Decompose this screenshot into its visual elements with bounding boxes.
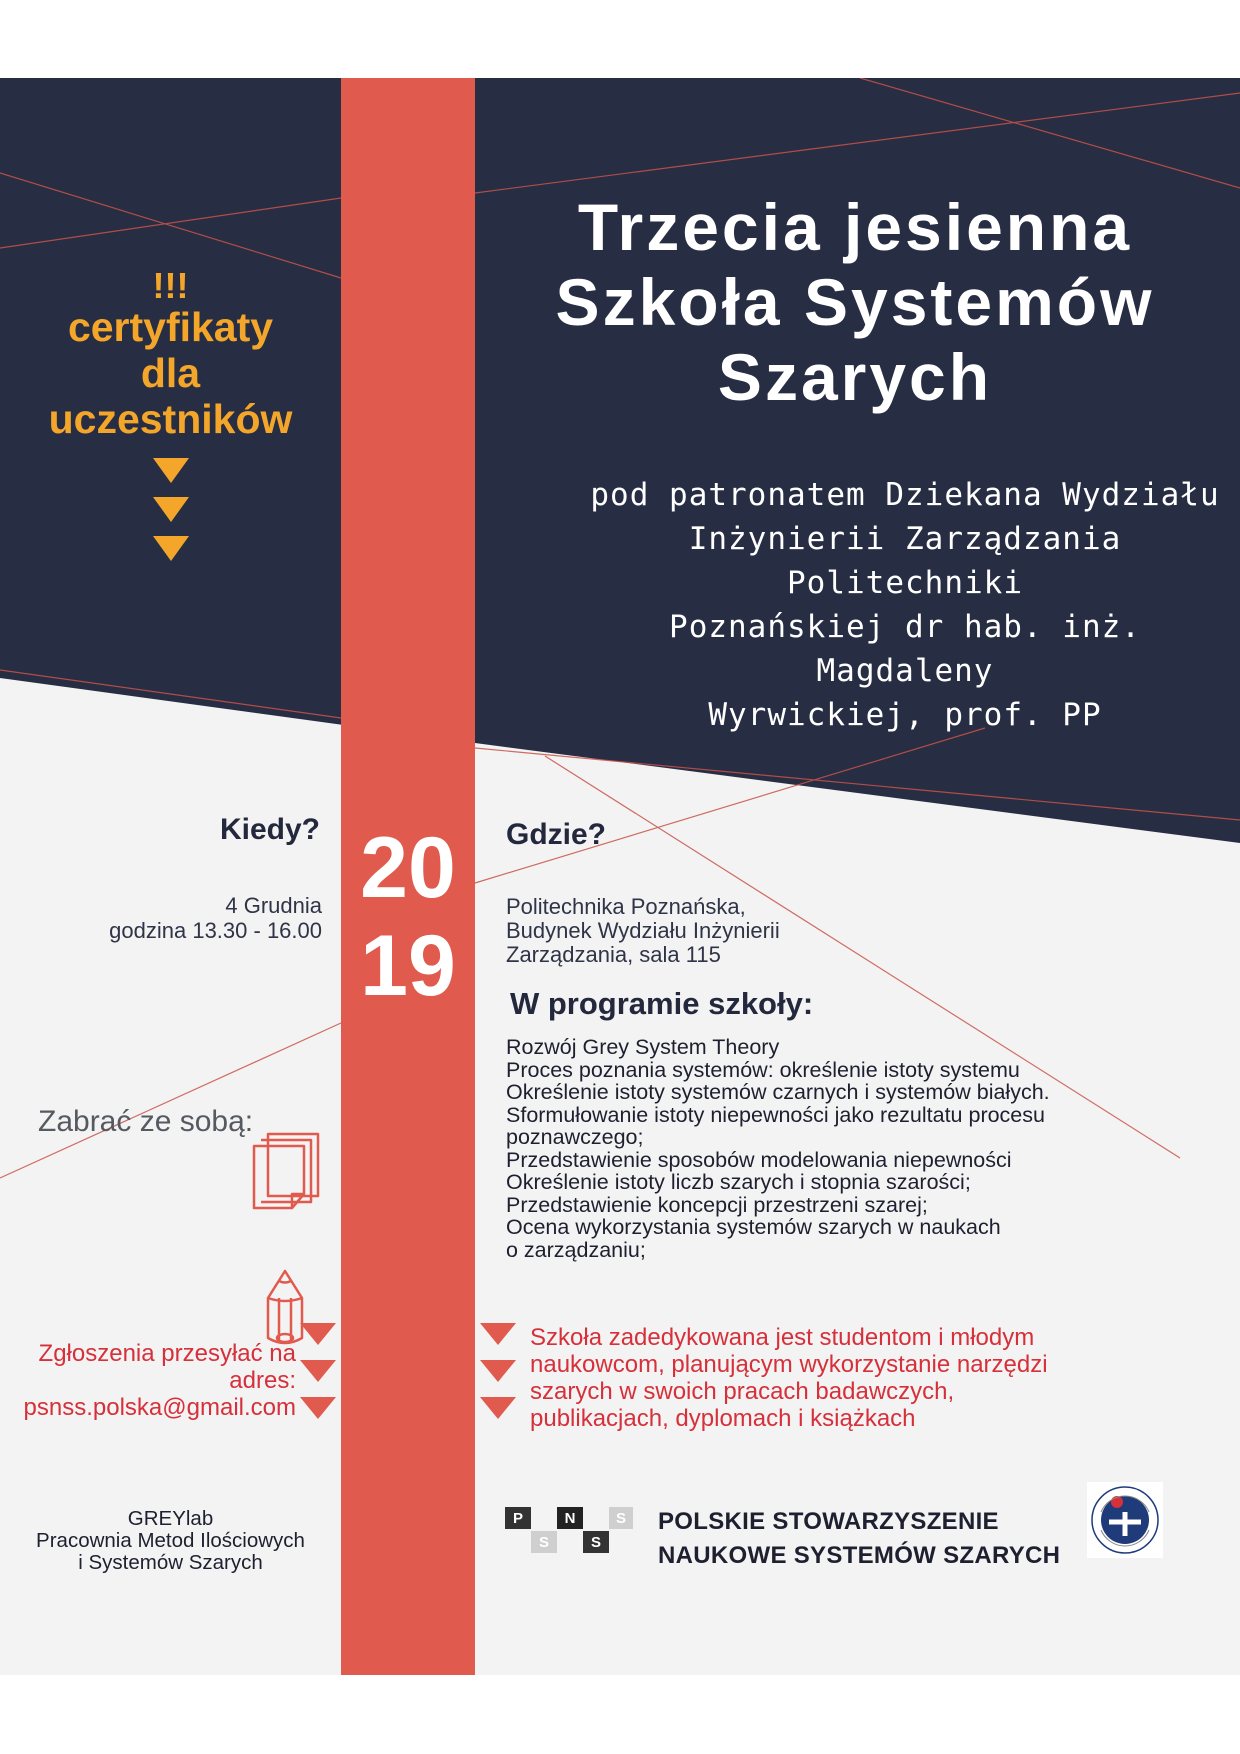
year-top: 20 (360, 820, 456, 916)
program-item: poznawczego; (506, 1125, 644, 1149)
down-triangle-icon (480, 1323, 516, 1345)
program-item: Sformułowanie istoty niepewności jako rezultatu procesu (506, 1102, 1045, 1127)
psnss-letter: N (564, 1510, 576, 1527)
registration-line-1: Zgłoszenia przesyłać na (38, 1340, 296, 1367)
program-item: Proces poznania systemów: określenie istoty systemu (506, 1057, 1020, 1082)
down-triangle-icon (300, 1360, 336, 1382)
when-heading: Kiedy? (219, 813, 320, 846)
certificate-line-1: certyfikaty (67, 304, 274, 350)
program-item: Określenie istoty systemów czarnych i systemów białych. (506, 1080, 1050, 1104)
program-item: Rozwój Grey System Theory (506, 1035, 780, 1059)
program-item: Przedstawienie koncepcji przestrzeni szarej; (506, 1192, 928, 1217)
when-details (40, 893, 322, 943)
politechnika-logo (1087, 1482, 1163, 1558)
dedication-line-2: naukowcom, planującym wykorzystanie narzędzi (530, 1351, 1048, 1378)
registration-email[interactable]: psnss.polska@gmail.com (23, 1394, 296, 1421)
title-line-2: Szkoła Systemów (555, 265, 1155, 339)
documents-icon (248, 1130, 324, 1212)
psnss-letter: S (615, 1510, 627, 1527)
down-triangle-icon (153, 536, 189, 561)
subtitle-line-3: Poznańskiej dr hab. inż. Magdaleny (669, 609, 1141, 689)
greylab-line-3: i Systemów Szarych (78, 1551, 263, 1574)
psnss-letter: P (512, 1510, 524, 1527)
certificate-line-2: dla (140, 350, 201, 396)
bring-label: Zabrać ze sobą: (38, 1105, 254, 1138)
certificate-line-3: uczestników (48, 396, 293, 442)
event-date: 4 Grudnia (225, 893, 322, 918)
down-triangle-icon (153, 497, 189, 522)
location-line-2: Budynek Wydziału Inżynierii (506, 918, 780, 943)
title-line-3: Szarych (717, 340, 993, 414)
down-triangle-icon (153, 458, 189, 483)
registration-note (10, 1340, 296, 1421)
where-details (506, 895, 906, 967)
certificate-note (0, 265, 341, 575)
psnss-logo (505, 1507, 633, 1553)
greylab-line-2: Pracownia Metod Ilościowych (36, 1529, 305, 1552)
subtitle-line-2: Inżynierii Zarządzania Politechniki (688, 521, 1122, 601)
program-heading: W programie szkoły: (510, 986, 814, 1021)
program-item: o zarządzaniu; (506, 1237, 646, 1262)
greylab-label (0, 1508, 341, 1574)
year-bottom: 19 (360, 918, 456, 1014)
dedication-line-1: Szkoła zadedykowana jest studentom i młodym (530, 1324, 1035, 1351)
program-item: Przedstawienie sposobów modelowania niepewności (506, 1147, 1012, 1172)
down-triangle-icon (480, 1360, 516, 1382)
down-triangle-icon (300, 1323, 336, 1345)
subtitle-line-1: pod patronatem Dziekana Wydziału (590, 477, 1220, 513)
patronage-subtitle (575, 473, 1235, 737)
psnss-letter: S (538, 1534, 550, 1551)
down-triangle-icon (480, 1397, 516, 1419)
program-list (506, 1036, 1196, 1261)
location-line-3: Zarządzania, sala 115 (506, 942, 721, 967)
location-line-1: Politechnika Poznańska, (506, 894, 746, 919)
exclamation-marks: !!! (152, 265, 189, 306)
where-heading: Gdzie? (506, 818, 607, 851)
psnss-letter: S (590, 1534, 602, 1551)
page-title (510, 190, 1200, 415)
event-time: godzina 13.30 - 16.00 (109, 918, 322, 943)
registration-line-2: adres: (229, 1367, 296, 1394)
subtitle-line-4: Wyrwickiej, prof. PP (708, 697, 1102, 733)
program-item: Ocena wykorzystania systemów szarych w naukach (506, 1215, 1001, 1239)
psnss-name (658, 1505, 1060, 1573)
dedication-note (530, 1324, 1170, 1432)
psnss-name-line-1: POLSKIE STOWARZYSZENIE (658, 1508, 999, 1535)
dedication-line-3: szarych w swoich pracach badawczych, (530, 1378, 955, 1405)
title-line-1: Trzecia jesienna (577, 190, 1133, 264)
program-item: Określenie istoty liczb szarych i stopnia szarości; (506, 1170, 971, 1194)
psnss-name-line-2: NAUKOWE SYSTEMÓW SZARYCH (658, 1542, 1061, 1569)
poster (0, 78, 1240, 1675)
greylab-line-1: GREYlab (127, 1507, 214, 1530)
down-triangle-icon (300, 1397, 336, 1419)
dedication-line-4: publikacjach, dyplomach i książkach (530, 1405, 916, 1432)
